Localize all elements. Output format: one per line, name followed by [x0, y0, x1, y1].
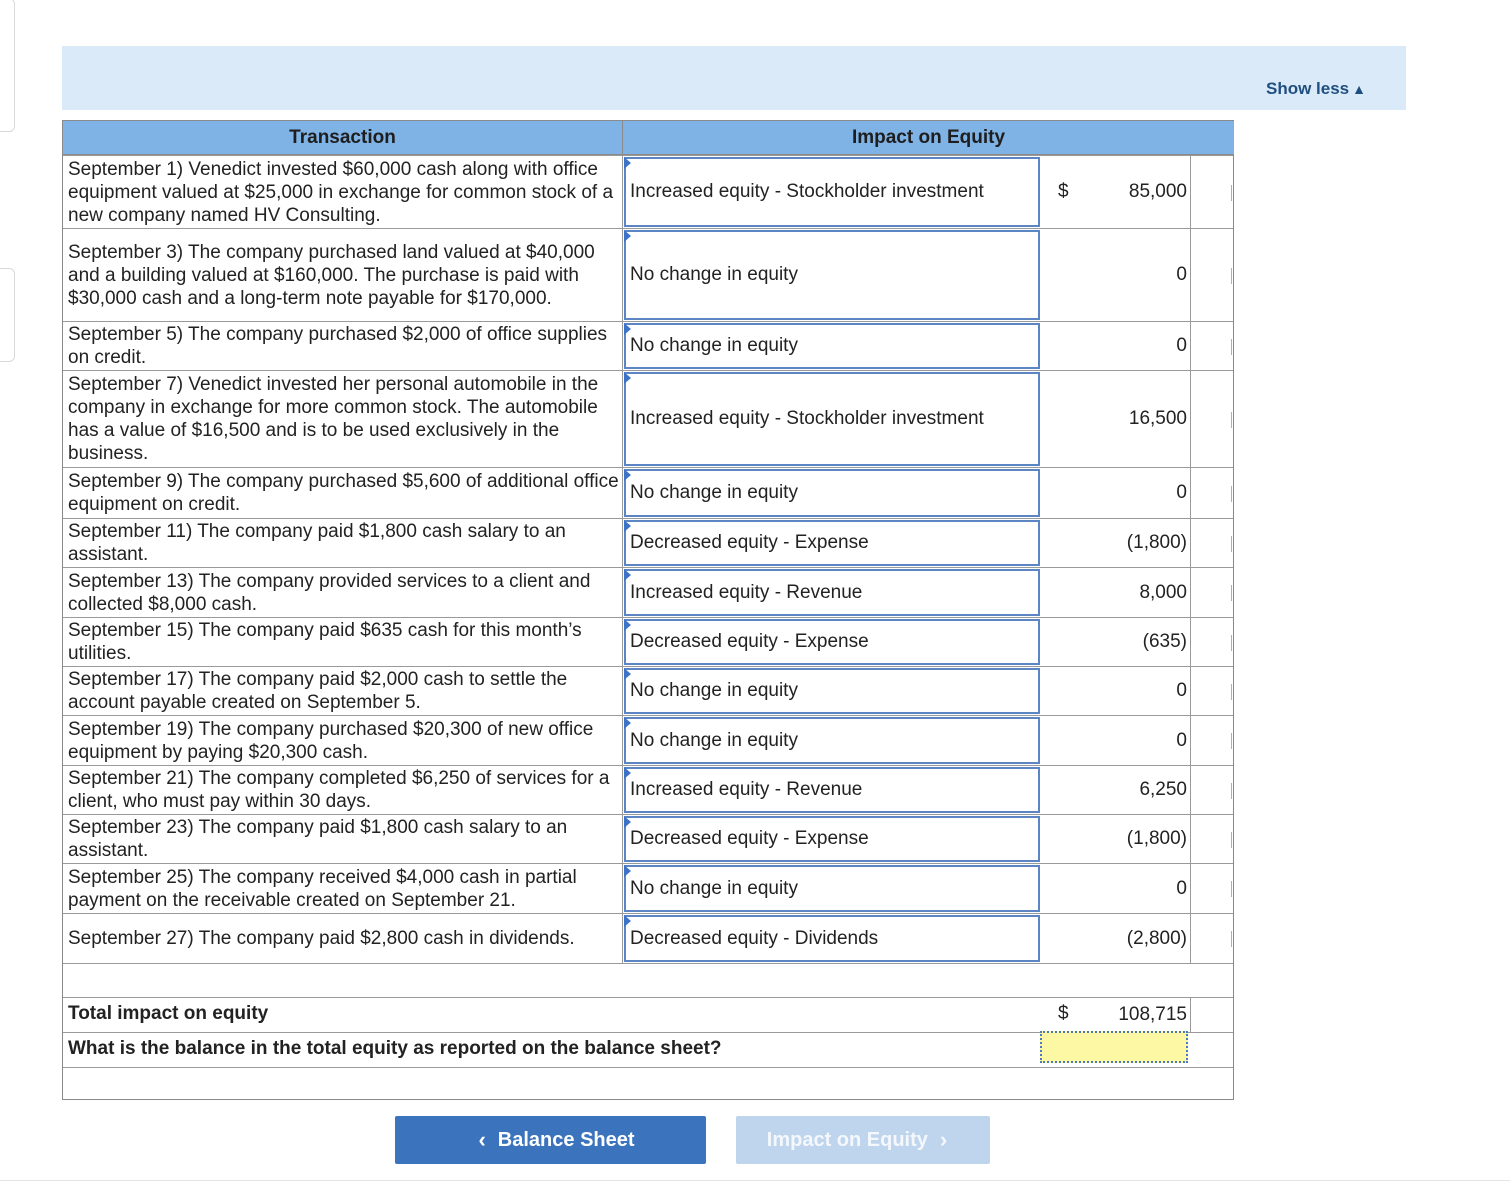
- edge-panel-top: [0, 0, 15, 132]
- impact-value: No change in equity: [630, 264, 798, 285]
- row-tick: [1231, 536, 1232, 552]
- column-divider: [622, 568, 623, 617]
- table-row: [63, 715, 1233, 765]
- transaction-text: September 1) Venedict invested $60,000 cash along with office equipment valued at $25,000 in exchange for common stock of a new company named HV Consulting.: [68, 158, 614, 226]
- impact-dropdown[interactable]: [624, 469, 1040, 517]
- column-divider: [622, 371, 623, 467]
- column-divider: [622, 229, 623, 321]
- impact-dropdown[interactable]: [624, 717, 1040, 764]
- impact-value: No change in equity: [630, 729, 798, 751]
- total-currency: $: [1058, 1003, 1069, 1024]
- balance-sheet-label: Balance Sheet: [497, 1128, 635, 1151]
- equity-table: [62, 120, 1234, 1100]
- impact-value: Increased equity - Revenue: [630, 779, 863, 800]
- amount-cell: (1,800): [1103, 519, 1191, 567]
- flag-icon: [624, 323, 631, 335]
- flag-icon: [624, 569, 631, 581]
- impact-dropdown[interactable]: [624, 520, 1040, 566]
- flag-icon: [624, 717, 631, 729]
- footer-row: [63, 1067, 1233, 1099]
- footer-divider: [0, 1180, 1510, 1181]
- flag-icon: [624, 619, 631, 631]
- table-row: [63, 567, 1233, 617]
- column-divider: [622, 156, 623, 228]
- column-divider: [622, 322, 623, 370]
- amount-cell: (635): [1103, 618, 1191, 666]
- impact-on-equity-button[interactable]: [736, 1116, 990, 1164]
- top-bar: [62, 46, 1406, 110]
- amount-cell: 0: [1103, 667, 1191, 715]
- amount-cell: 0: [1103, 468, 1191, 518]
- row-tick: [1231, 585, 1232, 601]
- column-divider: [622, 766, 623, 814]
- impact-value: Increased equity - Stockholder investment: [630, 181, 984, 202]
- flag-icon: [624, 372, 631, 384]
- impact-dropdown[interactable]: [624, 767, 1040, 813]
- row-tick: [1231, 832, 1232, 848]
- transaction-text: September 3) The company purchased land valued at $40,000 and a building valued at $160,000. The purchase is paid with $30,000 cash and a long-term note payable for $170,000.: [68, 241, 595, 309]
- impact-dropdown[interactable]: [624, 372, 1040, 466]
- row-tick: [1231, 733, 1232, 749]
- impact-value: No change in equity: [630, 335, 798, 356]
- row-tick: [1231, 486, 1232, 502]
- row-tick: [1231, 931, 1232, 947]
- transaction-text: September 27) The company paid $2,800 cash in dividends.: [68, 928, 575, 949]
- transaction-text: September 21) The company completed $6,250 of services for a client, who must pay within 30 days.: [68, 768, 610, 812]
- flag-icon: [624, 668, 631, 680]
- table-row: [63, 913, 1233, 963]
- total-amount: 108,715: [1103, 998, 1191, 1032]
- impact-column-header: Impact on Equity: [623, 121, 1234, 155]
- impact-value: No change in equity: [630, 482, 798, 503]
- total-equity-balance-input[interactable]: [1040, 1031, 1188, 1063]
- transaction-text: September 23) The company paid $1,800 cash salary to an assistant.: [68, 817, 568, 861]
- impact-dropdown[interactable]: [624, 230, 1040, 320]
- transaction-column-header: Transaction: [63, 121, 623, 155]
- amount-cell: 0: [1103, 229, 1191, 321]
- transaction-text: September 15) The company paid $635 cash for this month’s utilities.: [68, 620, 582, 664]
- table-row: [63, 321, 1233, 370]
- triangle-up-icon: ▲: [1352, 81, 1366, 97]
- column-divider: [622, 468, 623, 518]
- transaction-text: September 19) The company purchased $20,300 of new office equipment by paying $20,300 cash.: [68, 718, 594, 763]
- row-tick: [1231, 268, 1232, 284]
- amount-cell: 85,000: [1103, 156, 1191, 228]
- transaction-text: September 17) The company paid $2,000 cash to settle the account payable created on September 5.: [68, 669, 568, 713]
- impact-on-equity-label: Impact on Equity: [766, 1128, 928, 1151]
- impact-value: Decreased equity - Expense: [630, 828, 869, 849]
- row-tick: [1231, 684, 1232, 700]
- impact-dropdown[interactable]: [624, 619, 1040, 665]
- impact-dropdown[interactable]: [624, 323, 1040, 369]
- amount-cell: (1,800): [1103, 815, 1191, 863]
- table-row: [63, 370, 1233, 467]
- amount-cell: (2,800): [1103, 914, 1191, 963]
- table-row: [63, 765, 1233, 814]
- impact-value: Decreased equity - Dividends: [630, 927, 879, 949]
- table-row: [63, 814, 1233, 863]
- transaction-text: September 5) The company purchased $2,000 of office supplies on credit.: [68, 324, 608, 368]
- transaction-text: September 7) Venedict invested her personal automobile in the company in exchange for more common stock. The automobile has a value of $16,500 and is to be used exclusively in the business.: [68, 374, 599, 464]
- impact-dropdown[interactable]: [624, 668, 1040, 714]
- column-divider: [622, 667, 623, 715]
- transaction-text: September 13) The company provided services to a client and collected $8,000 cash.: [68, 570, 591, 615]
- show-less-label: Show less: [1266, 79, 1350, 98]
- row-tick: [1231, 783, 1232, 799]
- balance-question: What is the balance in the total equity as reported on the balance sheet?: [68, 1038, 722, 1059]
- column-divider: [622, 914, 623, 963]
- row-tick: [1231, 412, 1232, 428]
- impact-dropdown[interactable]: [624, 816, 1040, 862]
- transaction-text: September 9) The company purchased $5,600 of additional office equipment on credit.: [68, 471, 619, 515]
- chevron-right-icon: ›: [939, 1127, 948, 1152]
- row-tick: [1231, 635, 1232, 651]
- column-divider: [622, 618, 623, 666]
- balance-sheet-button[interactable]: [395, 1116, 706, 1164]
- table-row: [63, 617, 1233, 666]
- impact-value: No change in equity: [630, 877, 798, 899]
- table-row: [63, 467, 1233, 518]
- column-divider: [622, 519, 623, 567]
- impact-value: No change in equity: [630, 680, 798, 701]
- row-tick: [1231, 339, 1232, 355]
- flag-icon: [624, 157, 631, 169]
- row-tick: [1231, 185, 1232, 201]
- currency-symbol: $: [1058, 180, 1069, 202]
- total-row: [63, 997, 1233, 1032]
- column-divider: [622, 864, 623, 913]
- total-label: Total impact on equity: [68, 1003, 269, 1024]
- table-row: [63, 518, 1233, 567]
- flag-icon: [624, 865, 631, 877]
- column-divider: [622, 716, 623, 765]
- table-row: [63, 228, 1233, 321]
- impact-value: Decreased equity - Expense: [630, 631, 869, 652]
- flag-icon: [624, 767, 631, 779]
- table-row: [63, 666, 1233, 715]
- impact-dropdown[interactable]: [624, 569, 1040, 616]
- row-tick: [1231, 881, 1232, 897]
- amount-cell: 6,250: [1103, 766, 1191, 814]
- transaction-text: September 25) The company received $4,000 cash in partial payment on the receivable created on September 21.: [68, 866, 577, 911]
- impact-value: Increased equity - Stockholder investment: [630, 408, 984, 429]
- amount-cell: 0: [1103, 864, 1191, 913]
- edge-panel-middle: [0, 268, 15, 362]
- amount-cell: 0: [1103, 322, 1191, 370]
- transaction-text: September 11) The company paid $1,800 cash salary to an assistant.: [68, 521, 566, 565]
- amount-cell: 8,000: [1103, 568, 1191, 617]
- chevron-left-icon: ‹: [478, 1127, 486, 1152]
- table-row: [63, 155, 1233, 228]
- show-less-link[interactable]: [1266, 79, 1366, 99]
- flag-icon: [624, 469, 631, 481]
- flag-icon: [624, 520, 631, 532]
- table-row: [63, 863, 1233, 913]
- impact-value: Decreased equity - Expense: [630, 532, 869, 553]
- column-divider: [622, 815, 623, 863]
- amount-cell: 16,500: [1103, 371, 1191, 467]
- flag-icon: [624, 230, 631, 242]
- flag-icon: [624, 915, 631, 927]
- flag-icon: [624, 816, 631, 828]
- impact-dropdown[interactable]: [624, 157, 1040, 227]
- impact-value: Increased equity - Revenue: [630, 581, 863, 603]
- impact-dropdown[interactable]: [624, 915, 1040, 962]
- blank-row: [63, 963, 1233, 997]
- impact-dropdown[interactable]: [624, 865, 1040, 912]
- amount-cell: 0: [1103, 716, 1191, 765]
